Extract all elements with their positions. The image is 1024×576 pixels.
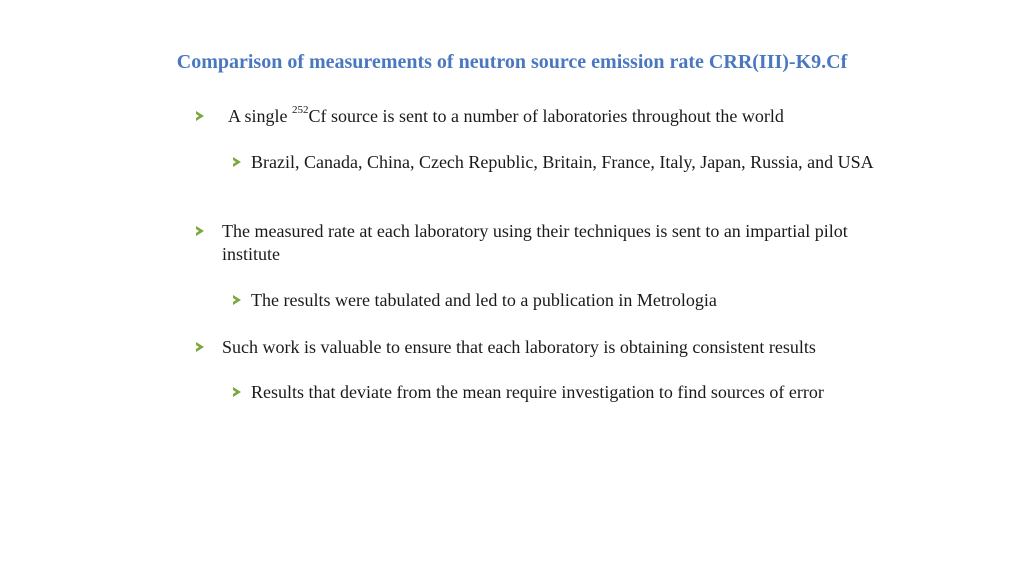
bullet-text: The results were tabulated and led to a publication in Metrologia [251, 290, 717, 310]
bullet-text: Results that deviate from the mean require investigation to find sources of error [251, 382, 824, 402]
bullet-text: Such work is valuable to ensure that each laboratory is obtaining consistent results [222, 337, 816, 357]
arrow-bullet-icon [233, 387, 241, 397]
slide-title: Comparison of measurements of neutron source emission rate CRR(III)-K9.Cf [176, 51, 848, 73]
arrow-bullet-icon [233, 295, 241, 305]
bullet-text: A single $^{252}$Cf source is sent to a number of laboratories throughout the world [228, 104, 784, 126]
bullet-text: The measured rate at each laboratory using their techniques is sent to an impartial pilot institute [222, 221, 848, 264]
arrow-bullet-icon [196, 226, 204, 236]
arrow-bullet-icon [233, 157, 241, 167]
arrow-bullet-icon [196, 111, 204, 121]
bullet-text: Brazil, Canada, China, Czech Republic, Britain, France, Italy, Japan, Russia, and USA [251, 152, 874, 172]
arrow-bullet-icon [196, 342, 204, 352]
